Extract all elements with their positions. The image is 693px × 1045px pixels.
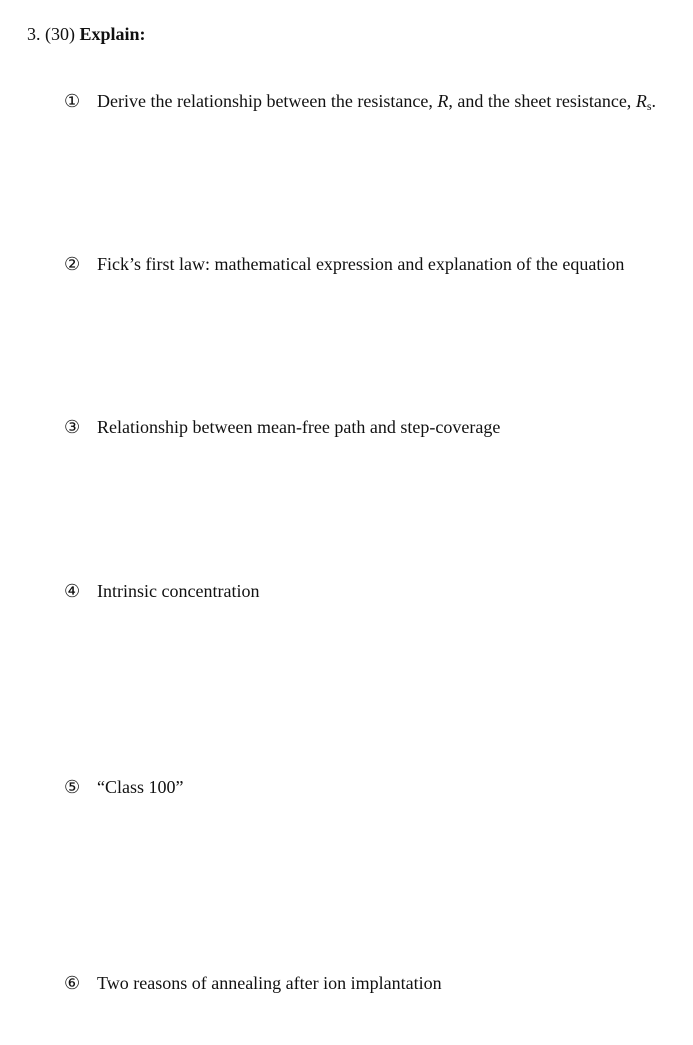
question-heading: [27, 22, 146, 46]
item-marker-3: ③: [64, 417, 81, 437]
item-text-1-part-c: , and the sheet resistance,: [448, 91, 636, 111]
item-text-6: Two reasons of annealing after ion implantation: [97, 973, 442, 993]
list-item-4: [64, 579, 259, 603]
item-text-2: Fick’s first law: mathematical expression and explanation of the equation: [97, 254, 625, 274]
item-marker-4: ④: [64, 581, 81, 601]
item-text-4: Intrinsic concentration: [97, 581, 260, 601]
question-number: 3. (30): [27, 24, 80, 44]
list-item-3: [64, 415, 500, 439]
item-text-1: [97, 91, 656, 111]
question-label: Explain:: [79, 24, 146, 44]
list-item-1: [64, 89, 656, 118]
resistance-symbol: R: [437, 91, 449, 111]
item-text-1-part-a: Derive the relationship between the resistance,: [97, 91, 438, 111]
sheet-resistance-symbol: R: [635, 91, 647, 111]
list-item-5: [64, 775, 183, 799]
item-marker-6: ⑥: [64, 973, 81, 993]
item-marker-2: ②: [64, 254, 81, 274]
item-text-5: “Class 100”: [97, 777, 184, 797]
item-text-1-part-f: .: [651, 91, 656, 111]
list-item-6: [64, 971, 442, 995]
item-marker-1: ①: [64, 91, 81, 111]
item-marker-5: ⑤: [64, 777, 81, 797]
sheet-resistance-subscript: s: [646, 99, 652, 113]
list-item-2: [64, 252, 624, 276]
item-text-3: Relationship between mean-free path and step-coverage: [97, 417, 501, 437]
